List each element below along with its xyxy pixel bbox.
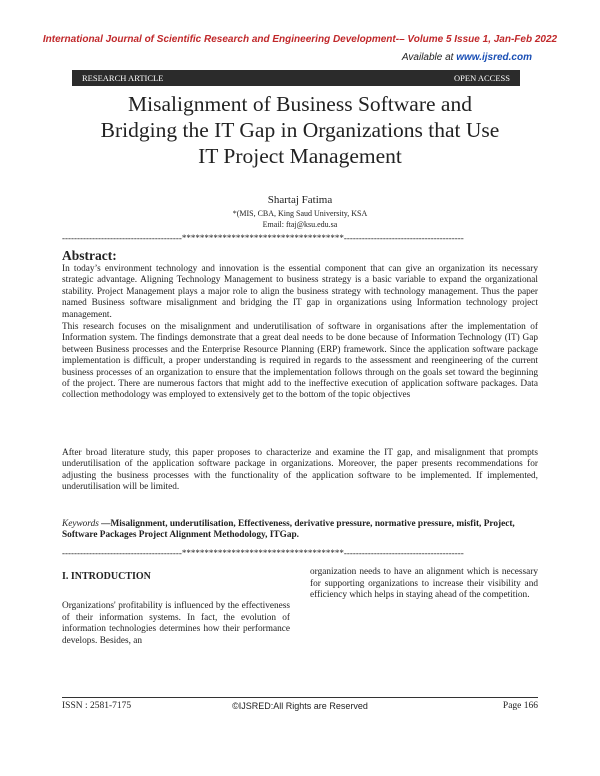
journal-header: International Journal of Scientific Research and Engineering Development-– Volume 5 Issue 1, Jan-Feb 2022 [42, 34, 558, 45]
intro-left-column: Organizations' profitability is influenced by the effectiveness of their information systems. In fact, the evolution of information technologies determines how their performance develops. Besides, an [62, 601, 290, 646]
abstract-paragraph-1: In today’s environment technology and innovation is the essential component that can give an organization its necessary strategic advantage. Aligning Technology Management to business strategy is a basic variable to expand the organizational stability. Project Management plays a major role to align the business strategy with technology management. Thus the paper named Business software misalignment and bridging the IT gap in organizations using Information technology project management. [62, 264, 538, 320]
open-access-label: OPEN ACCESS [454, 73, 510, 83]
author-affiliation: *(MIS, CBA, King Saud University, KSA [232, 209, 368, 218]
footer-page-number: Page 166 [502, 701, 538, 711]
keywords [62, 519, 538, 542]
abstract-heading: Abstract: [62, 248, 117, 263]
article-type-bar [72, 70, 520, 86]
research-article-label: RESEARCH ARTICLE [82, 73, 164, 83]
section-heading-introduction: I. INTRODUCTION [62, 571, 151, 582]
abstract-paragraph-2: This research focuses on the misalignment and underutilisation of software in organisations after the implementation of Information system. The findings demonstrate that a great deal needs to be done because of Information Technology (IT) Gap between Business processes and the Enterprise Resource Planning (ERP) framework. Since the application software package implementation is difficult, a proper understanding is required in regards to the assessment and reengineering of the current business processes of an organization to ensure that the implementation follows through on the goals set toward the beginning of the project. There are numerous factors that might add to the ineffective execution of application software packages. Data collection methodology was employed to extensively get to the bottom of the topic objectives [62, 322, 538, 401]
author-name: Shartaj Fatima [267, 194, 333, 206]
abstract-paragraph-3: After broad literature study, this paper proposes to characterize and examine the IT gap, and misalignment that prompts underutilisation of the application software package in organizations. Moreover, the paper presents recommendations for adjusting the business processes with the functionality of the application software to be implemented. If implemented, underutilisation will be limited. [62, 448, 538, 493]
title-line-1: Misalignment of Business Software and [128, 92, 472, 116]
journal-url-link[interactable]: www.ijsred.com [456, 52, 532, 63]
keywords-label: Keywords [62, 519, 99, 529]
separator-top: ----------------------------------------************************************---------------------------------------- [62, 233, 464, 243]
footer-rule [62, 697, 538, 698]
title-line-2: Bridging the IT Gap in Organizations that Use [100, 118, 500, 142]
available-prefix: Available at [401, 52, 454, 63]
intro-right-column: organization needs to have an alignment which is necessary for supporting organizations to increase their visibility and efficiency which helps in staying ahead of the competition. [310, 567, 538, 601]
author-email: Email: ftaj@ksu.edu.sa [262, 220, 338, 229]
keywords-text: —Misalignment, underutilisation, Effectiveness, derivative pressure, normative pressure, misfit, Project, Software Packages Project Alignment Methodology, ITGap. [62, 519, 515, 541]
paper-title [40, 91, 560, 169]
availability-line [402, 52, 532, 63]
title-line-3: IT Project Management [198, 144, 402, 168]
footer-rights: ©IJSRED:All Rights are Reserved [232, 701, 368, 711]
separator-bottom: ----------------------------------------************************************---------------------------------------- [62, 548, 464, 558]
footer-issn: ISSN : 2581-7175 [62, 701, 132, 711]
